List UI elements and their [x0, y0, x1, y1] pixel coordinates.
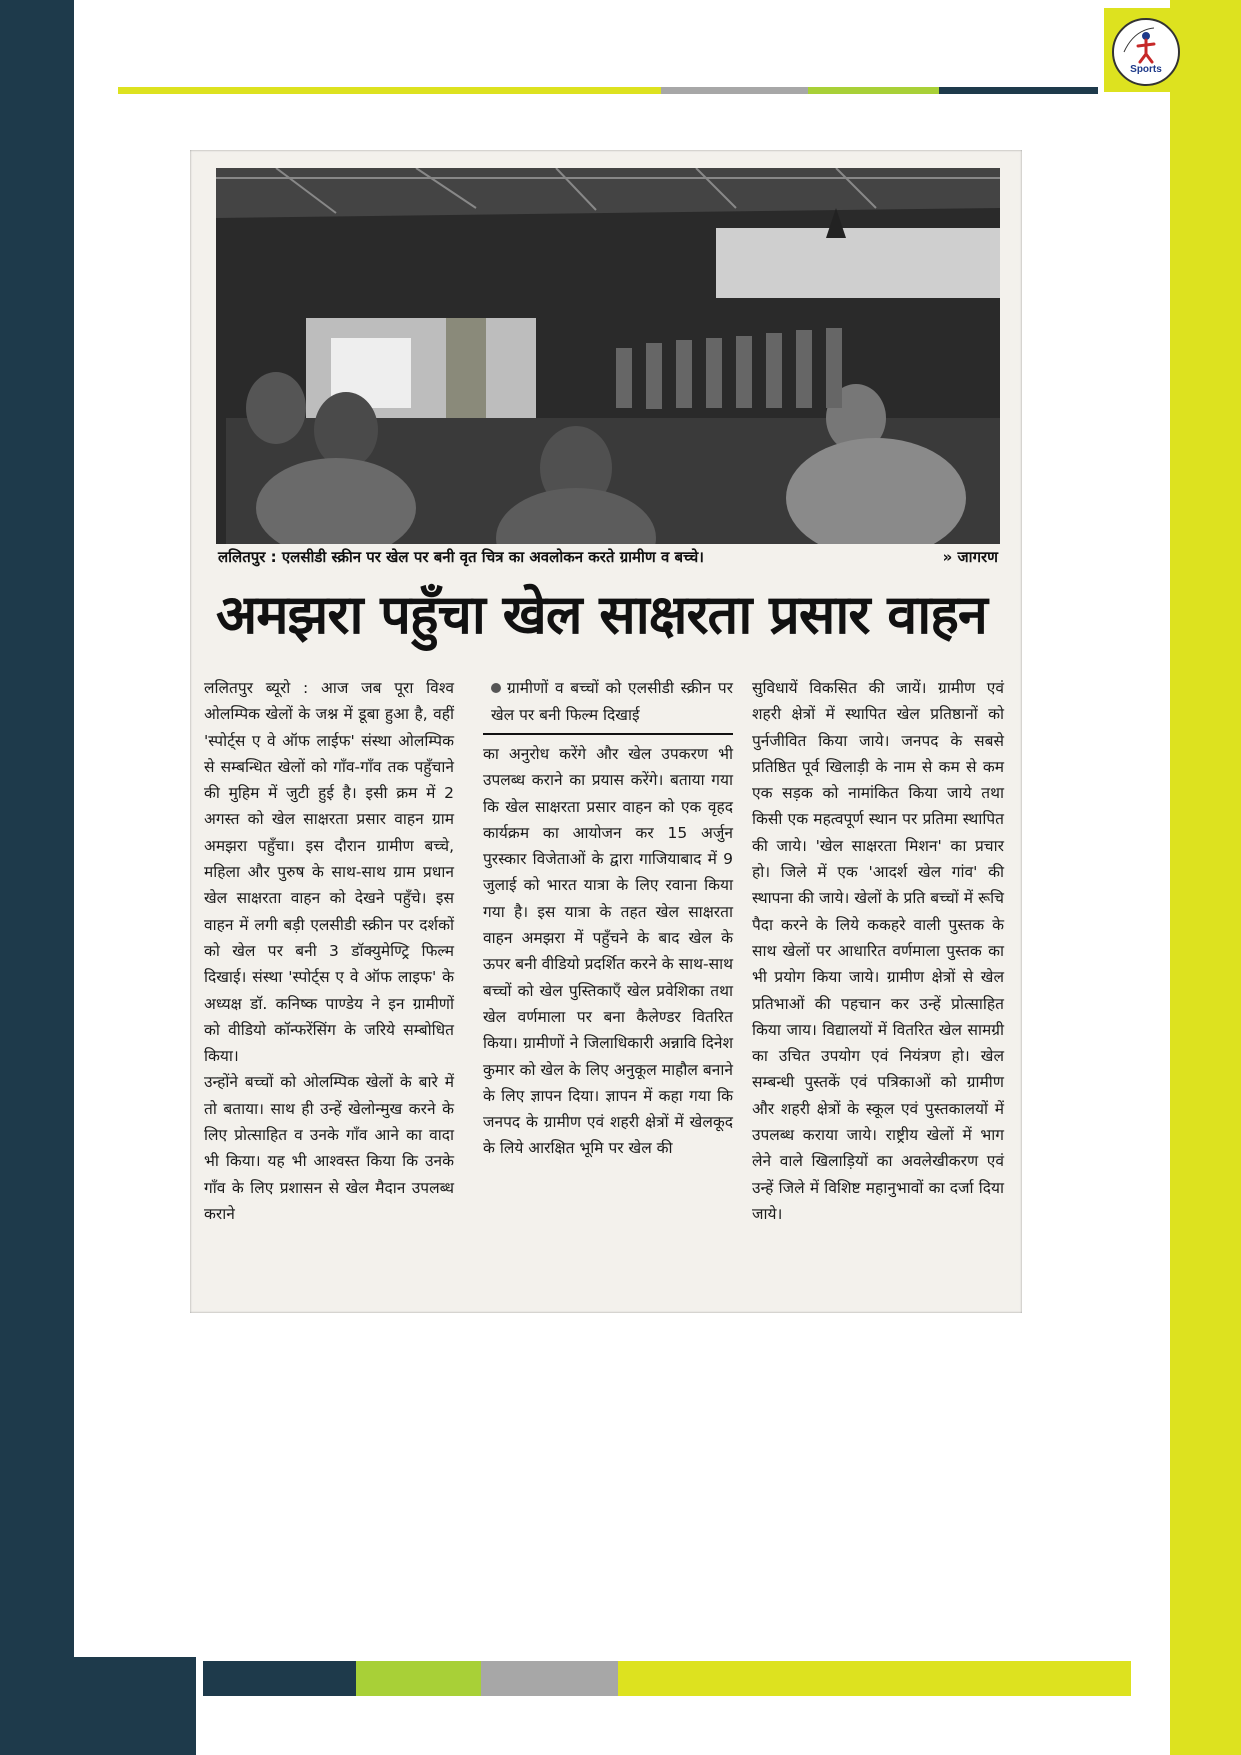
top-strip-green — [808, 87, 939, 94]
top-color-strip — [118, 87, 1098, 94]
top-strip-grey — [661, 87, 808, 94]
logo-label: Sports — [1130, 64, 1162, 75]
article-column-3 — [752, 675, 1004, 1227]
bottom-navy-block — [0, 1657, 196, 1755]
headline: अमझरा पहुँचा खेल साक्षरता प्रसार वाहन — [216, 583, 987, 646]
article-column-1 — [204, 675, 454, 1227]
bottom-strip-lime — [618, 1661, 1131, 1696]
left-navy-band — [0, 0, 74, 1755]
newspaper-clipping — [190, 150, 1022, 1313]
article-paragraph: उन्होंने बच्चों को ओलम्पिक खेलों के बारे में तो बताया। साथ ही उन्हें खेलोन्मुख करने के लिए प्रोत्साहित व उनके गाँव आने का वादा भी किया। यह भी आश्वस्त किया कि उनके गाँव के लिए प्रशासन से खेल मैदान उपलब्ध कराने — [204, 1073, 454, 1223]
top-strip-lime — [118, 87, 661, 94]
photo-caption: ललितपुर : एलसीडी स्क्रीन पर खेल पर बनी वृत चित्र का अवलोकन करते ग्रामीण व बच्चे। — [218, 548, 704, 566]
photo-caption-row — [218, 547, 998, 567]
event-scene-image — [216, 168, 1000, 544]
article-column-2 — [483, 675, 733, 1162]
right-lime-band — [1170, 0, 1241, 1755]
photo-credit: » जागरण — [942, 548, 998, 566]
article-paragraph: का अनुरोध करेंगे और खेल उपकरण भी उपलब्ध कराने का प्रयास करेंगे। बताया गया कि खेल साक्षरता प्रसार वाहन को एक वृहद कार्यक्रम का आयोजन कर 15 अर्जुन पुरस्कार विजेताओं के द्वारा गाजियाबाद में 9 जुलाई को भारत यात्रा के लिए रवाना किया गया है। इस यात्रा के तहत खेल साक्षरता वाहन अमझरा में पहुँचने के बाद खेल के ऊपर बनी वीडियो प्रदर्शित करने के साथ-साथ बच्चों को खेल पुस्तिकाएँ खेल प्रवेशिका तथा खेल वर्णमाला पर बना कैलेण्डर वितरित किया। ग्रामीणों ने जिलाधिकारी अन्नावि दिनेश कुमार को खेल के लिए अनुकूल माहौल बनाने के लिए ज्ञापन दिया। ज्ञापन में कहा गया कि जनपद के ग्रामीण एवं शहरी क्षेत्रों में खेलकूद के लिये आरक्षित भूमि पर खेल की — [483, 745, 733, 1158]
article-paragraph: सुविधायें विकसित की जायें। ग्रामीण एवं शहरी क्षेत्रों में स्थापित खेल प्रतिष्ठानों को पुर्नजीवित किया जाये। जनपद के सबसे प्रतिष्ठित पूर्व खिलाड़ी के नाम से कम से कम एक सड़क को नामांकित किया जाये तथा किसी एक महत्वपूर्ण स्थान पर प्रतिमा स्थापित की जाये। 'खेल साक्षरता मिशन' का प्रचार हो। जिले में एक 'आदर्श खेल गांव' की स्थापना की जाये। खेलों के प्रति बच्चों में रूचि पैदा करने के लिये ककहरे वाली पुस्तक के साथ खेलों पर आधारित वर्णमाला पुस्तक का भी प्रयोग किया जाये। ग्रामीण क्षेत्रों से खेल प्रतिभाओं की पहचान कर उन्हें प्रोत्साहित किया जाय। विद्यालयों में वितरित खेल सामग्री का उचित उपयोग एवं नियंत्रण हो। खेल सम्बन्धी पुस्तकें एवं पत्रिकाओं को ग्रामीण और शहरी क्षेत्रों के स्कूल एवं पुस्तकालयों में उपलब्ध कराया जाये। राष्ट्रीय खेलों में भाग लेने वाले खिलाड़ियों का अवलेखीकरण एवं उन्हें जिले में विशिष्ट महानुभावों का दर्जा दिया जाये। — [752, 679, 1004, 1223]
highlight-text: ग्रामीणों व बच्चों को एलसीडी स्क्रीन पर खेल पर बनी फिल्म दिखाई — [491, 679, 733, 724]
bottom-strip-navy — [203, 1661, 356, 1696]
bottom-strip-grey — [481, 1661, 618, 1696]
bottom-strip-green — [356, 1661, 481, 1696]
top-strip-navy — [939, 87, 1098, 94]
news-photo — [216, 168, 1000, 544]
article-paragraph: ललितपुर ब्यूरो : आज जब पूरा विश्व ओलम्पिक खेलों के जश्न में डूबा हुआ है, वहीं 'स्पोर्ट्स ए वे ऑफ लाईफ' संस्था ओलम्पिक से सम्बन्धित खेलों को गाँव-गाँव तक पहुँचाने की मुहिम में जुटी हुई है। इसी क्रम में 2 अगस्त को खेल साक्षरता प्रसार वाहन ग्राम अमझरा पहुँचा। इस दौरान ग्रामीण बच्चे, महिला और पुरुष के साथ-साथ ग्राम प्रधान खेल साक्षरता वाहन को देखने पहुँचे। इस वाहन में लगी बड़ी एलसीडी स्क्रीन पर दर्शकों को खेल पर बनी 3 डॉक्युमेण्ट्रि फिल्म दिखाई। संस्था 'स्पोर्ट्स ए वे ऑफ लाइफ' के अध्यक्ष डॉ. कनिष्क पाण्डेय ने इन ग्रामीणों को वीडियो कॉन्फरेंसिंग के जरिये सम्बोधित किया। — [204, 679, 454, 1066]
bullet-icon — [491, 683, 501, 693]
highlight-box — [483, 675, 733, 735]
sports-logo-icon — [1112, 18, 1180, 86]
bottom-color-strip — [203, 1661, 1131, 1696]
